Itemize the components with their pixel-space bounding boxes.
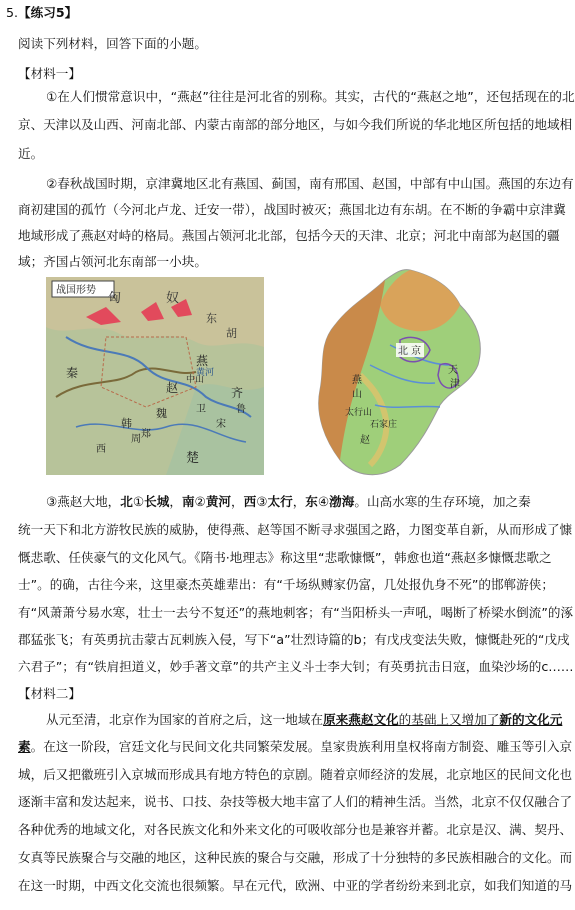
paragraph-line: 各种优秀的地域文化，对各民族文化和外来文化的可吸收部分也是兼容并蓄。北京是汉、满、契丹、 bbox=[18, 822, 573, 837]
emphasis-new-elements: 新的文化元 bbox=[499, 712, 563, 727]
paragraph-line: 城，后又把徽班引入京城而形成具有地方特色的京剧。随着京师经济的发展，北京地区的民间文化也 bbox=[18, 767, 573, 782]
map-label: 津 bbox=[450, 379, 460, 390]
paragraph-line: 京、天津以及山西、河南北部、内蒙古南部的部分地区，与如今我们所说的华北地区所包括的地域相 bbox=[18, 117, 573, 132]
text-run: 从元至清，北京作为国家的首府之后，这一地域在 bbox=[46, 712, 324, 727]
map-label: 北 京 bbox=[398, 346, 422, 357]
jingjinji-terrain-map bbox=[300, 265, 500, 483]
map-label: 周 bbox=[131, 434, 141, 445]
map-title: 战国形势 bbox=[56, 285, 96, 296]
map-label: 赵 bbox=[360, 435, 370, 446]
map-label: 中山 bbox=[186, 375, 205, 385]
map-label: 宋 bbox=[216, 419, 226, 430]
question-header bbox=[6, 3, 541, 23]
warring-states-map bbox=[46, 277, 264, 475]
material-two-header: 【材料二】 bbox=[18, 686, 81, 701]
blank-marker: ③ bbox=[256, 494, 268, 509]
paragraph-line bbox=[46, 492, 541, 512]
question-tag: 【练习5】 bbox=[18, 5, 78, 20]
map-label: 西 bbox=[96, 444, 106, 455]
material-one-header: 【材料一】 bbox=[18, 66, 81, 81]
map-label: 鲁 bbox=[236, 404, 246, 415]
paragraph-line bbox=[18, 737, 573, 757]
emphasis-original-culture: 原来燕赵文化 bbox=[323, 712, 399, 727]
direction-south: 南 bbox=[181, 494, 195, 509]
map-label: 赵 bbox=[166, 381, 179, 395]
map-label: 胡 bbox=[226, 327, 237, 340]
direction-east: 东 bbox=[305, 494, 318, 509]
paragraph-line: 在这一时期，中西文化交流也很频繁。早在元代，欧洲、中亚的学者纷纷来到北京，如我们知道的马 bbox=[18, 878, 573, 893]
question-number: 5. bbox=[6, 5, 19, 20]
map-label: 燕 bbox=[196, 354, 209, 368]
blank-marker: ② bbox=[194, 494, 206, 509]
direction-west: 西 bbox=[243, 494, 257, 509]
text-run: 。在这一阶段，宫廷文化与民间文化共同繁荣发展。皇家贵族利用皇权将南方制瓷、雕玉等引入京 bbox=[30, 739, 573, 754]
paragraph-line: 域；齐国占领河北东南部一小块。 bbox=[18, 254, 207, 269]
paragraph-line: ①在人们惯常意识中，“燕赵”往往是河北省的别称。其实，古代的“燕赵之地”，还包括现在的北 bbox=[46, 89, 575, 104]
map-label: 齐 bbox=[231, 386, 244, 400]
answer-taihang: 太行 bbox=[267, 494, 293, 509]
map-label: 山 bbox=[352, 389, 362, 400]
paragraph-line: 慨悲歌、任侠豪气的文化风气。《隋书·地理志》称这里“悲歌慷慨”，韩愈也道“燕赵多慷慨悲歌之 bbox=[18, 550, 552, 565]
map-label: 黄河 bbox=[196, 368, 215, 378]
answer-bohai: 渤海 bbox=[329, 494, 355, 509]
map-label: 魏 bbox=[156, 407, 167, 420]
direction-north: 北 bbox=[120, 494, 133, 509]
map-label: 匈 bbox=[108, 291, 122, 306]
map-label: 楚 bbox=[186, 451, 200, 466]
emphasis-new-elements-end: 素 bbox=[18, 739, 31, 754]
paragraph-line: 女真等民族聚合与交融的地区，这种民族的聚合与交融，形成了十分独特的多民族相融合的文化。而 bbox=[18, 850, 573, 865]
map-label: 秦 bbox=[66, 366, 79, 380]
paragraph-line: 商初建国的孤竹（今河北卢龙、迁安一带），战国时被灭；燕国北边有东胡。在不断的争霸中京津冀 bbox=[18, 202, 566, 217]
text-run: 。山高水寒的生存环境，加之秦 bbox=[354, 494, 531, 509]
paragraph-line: 地域形成了燕赵对峙的格局。燕国占领河北北部，包括今天的天津、北京；河北中南部为赵国的疆 bbox=[18, 228, 560, 243]
paragraph-line: 近。 bbox=[18, 146, 44, 161]
text-run: ， bbox=[231, 494, 244, 509]
map-label: 燕 bbox=[352, 375, 362, 386]
map-label: 卫 bbox=[196, 404, 206, 415]
blank-marker: ④ bbox=[317, 494, 330, 509]
text-run: ③燕赵大地， bbox=[46, 494, 121, 509]
map-label: 东 bbox=[206, 312, 217, 325]
map-label: 太行山 bbox=[345, 408, 373, 418]
underlined-run: 的基础上又增加了 bbox=[398, 712, 500, 727]
map-label: 奴 bbox=[166, 291, 180, 306]
answer-yellow-river: 黄河 bbox=[205, 494, 232, 509]
paragraph-line: 士”。的确，古往今来，这里豪杰英雄辈出：有“千场纵赙家仍富，几处报仇身不死”的邯郸游侠； bbox=[18, 577, 554, 592]
instruction-line: 阅读下列材料，回答下面的小题。 bbox=[18, 36, 207, 51]
paragraph-line: 六君子”；有“铁肩担道义，妙手著文章”的共产主义斗士李大钊；有英勇抗击日寇，血染沙场的c…… bbox=[18, 659, 574, 674]
map-label: 石家庄 bbox=[370, 420, 398, 430]
paragraph-line: 逐渐丰富和发达起来，说书、口技、杂技等极大地丰富了人们的精神生活。当然，北京不仅仅融合了 bbox=[18, 794, 573, 809]
map-label: 天 bbox=[448, 365, 458, 376]
text-run: ， bbox=[169, 494, 182, 509]
paragraph-line: 统一天下和北方游牧民族的威胁，使得燕、赵等国不断寻求强国之路，力图变革自新，从而形成了慷 bbox=[18, 522, 573, 537]
paragraph-line: 郡猛张飞；有英勇抗击蒙古瓦剌族入侵，写下“a”壮烈诗篇的b；有戊戌变法失败，慷慨赴死的“戊戌 bbox=[18, 632, 570, 647]
blank-marker: ① bbox=[132, 494, 145, 509]
text-run: ， bbox=[292, 494, 306, 509]
paragraph-line: ②春秋战国时期，京津冀地区北有燕国、蓟国，南有邢国、赵国，中部有中山国。燕国的东边有 bbox=[46, 176, 574, 191]
paragraph-line bbox=[46, 710, 563, 730]
map-label: 郑 bbox=[141, 429, 151, 440]
map-label: 韩 bbox=[121, 417, 132, 430]
paragraph-line: 有“风萧萧兮易水寒，壮士一去兮不复还”的燕地刺客；有“当阳桥头一声吼，喝断了桥梁水倒流”的涿 bbox=[18, 605, 574, 620]
answer-great-wall: 长城 bbox=[144, 494, 170, 509]
